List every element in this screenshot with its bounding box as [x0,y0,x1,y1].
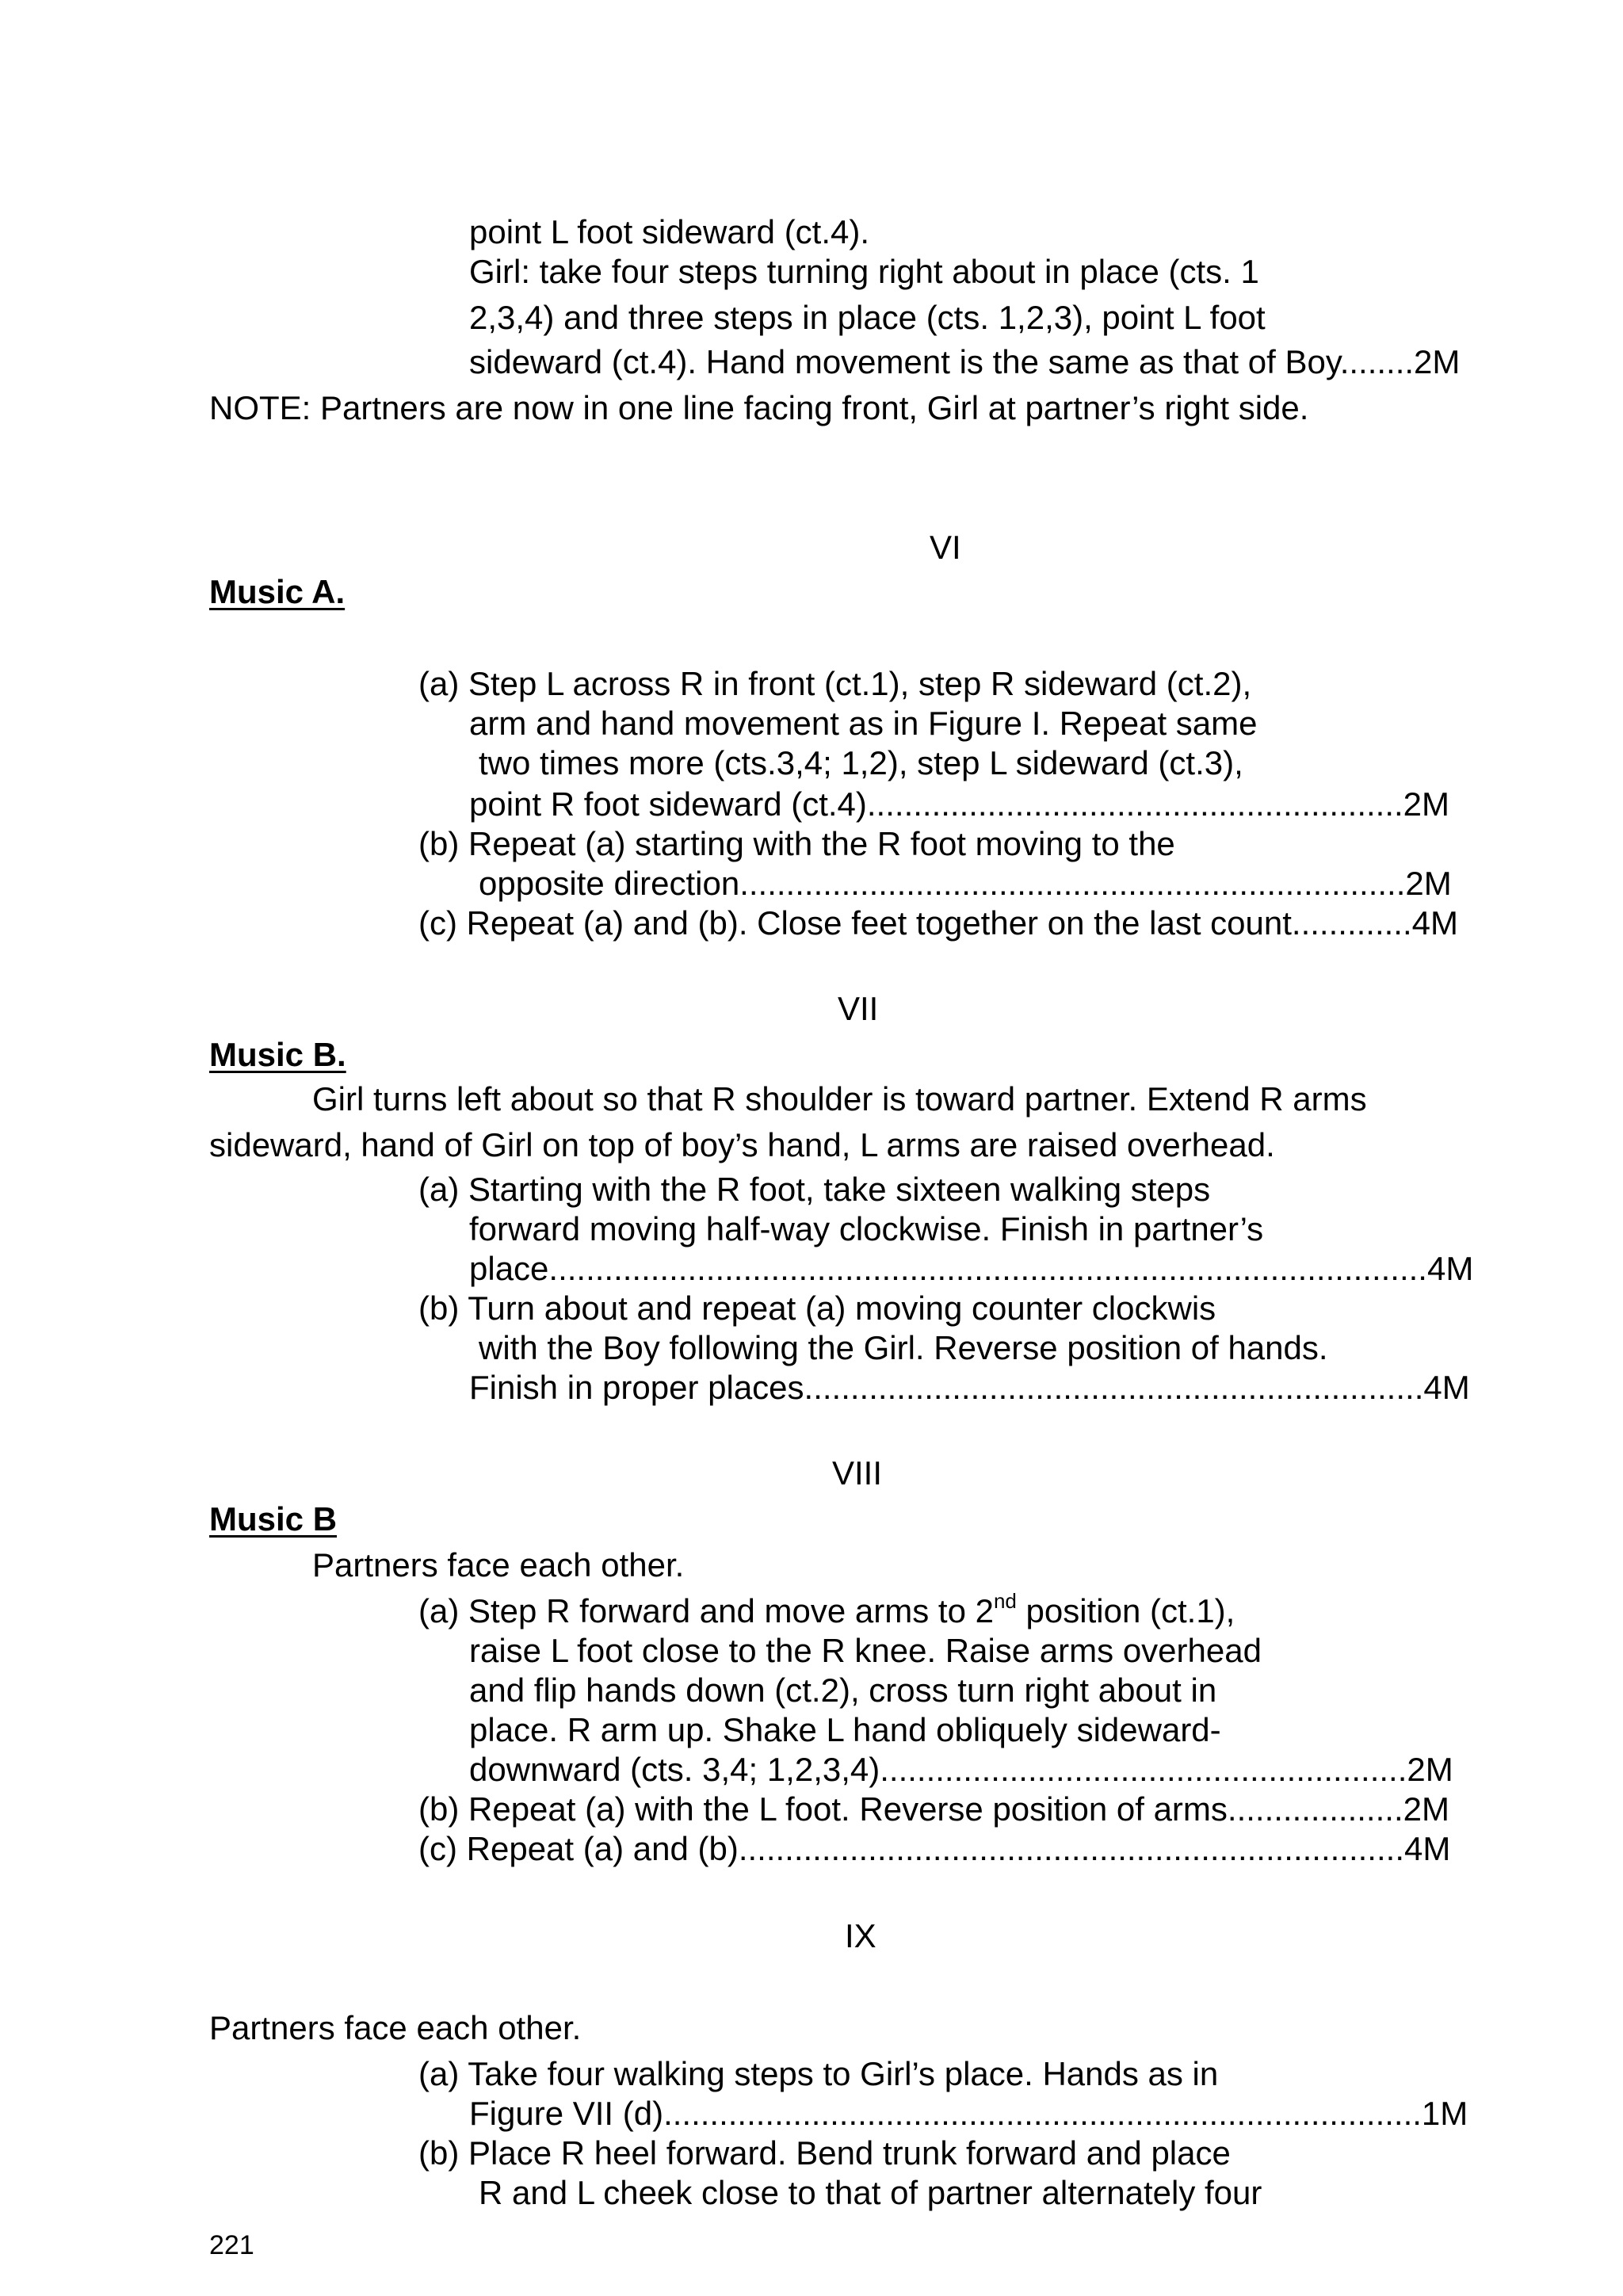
figure-numeral: VI [930,529,961,566]
text-line: (a) Starting with the R foot, take sixteen walking steps [418,1171,1211,1208]
text-line: raise L foot close to the R knee. Raise arms overhead [469,1632,1262,1669]
text-line: R and L cheek close to that of partner alternately four [479,2174,1262,2211]
text-line: (a) Step L across R in front (ct.1), step R sideward (ct.2), [418,665,1252,702]
text-line: (c) Repeat (a) and (b)........................................................................4M [418,1830,1451,1867]
music-heading: Music B. [209,1036,346,1073]
text-line: Girl: take four steps turning right about in place (cts. 1 [469,253,1259,290]
text-line: Partners face each other. [209,2009,582,2046]
text-line: (b) Repeat (a) with the L foot. Reverse position of arms...................2M [418,1790,1449,1828]
text-line: sideward, hand of Girl on top of boy’s hand, L arms are raised overhead. [209,1126,1275,1163]
text-line: (b) Turn about and repeat (a) moving counter clockwis [418,1289,1216,1327]
text-line: two times more (cts.3,4; 1,2), step L sideward (ct.3), [479,744,1243,781]
text-line: (b) Place R heel forward. Bend trunk forward and place [418,2134,1231,2172]
note: NOTE: Partners are now in one line facing front, Girl at partner’s right side. [209,389,1309,426]
text-line: (c) Repeat (a) and (b). Close feet together on the last count.............4M [418,904,1458,942]
text-line: (a) Take four walking steps to Girl’s place. Hands as in [418,2055,1219,2092]
text-line: place...............................................................................................4M [469,1250,1474,1287]
text-line: downward (cts. 3,4; 1,2,3,4).........................................................2M [469,1751,1453,1788]
music-heading: Music B [209,1500,338,1538]
text-line: Figure VII (d)..................................................................................1M [469,2095,1468,2132]
superscript: nd [993,1589,1017,1613]
page-number: 221 [209,2230,254,2260]
text-line: 2,3,4) and three steps in place (cts. 1,2,3), point L foot [469,299,1266,336]
figure-numeral: IX [845,1917,876,1954]
text-line-with-superscript [418,1589,1235,1629]
figure-numeral: VII [838,990,879,1027]
text-line: point R foot sideward (ct.4)..........................................................2M [469,785,1450,823]
music-heading: Music A. [209,573,346,610]
text-line: Girl turns left about so that R shoulder is toward partner. Extend R arms [312,1080,1367,1117]
text-line: arm and hand movement as in Figure I. Repeat same [469,705,1258,742]
text-fragment: (a) Step R forward and move arms to 2 [418,1592,994,1629]
text-line: and flip hands down (ct.2), cross turn right about in [469,1671,1217,1709]
text-line: Finish in proper places...................................................................4M [469,1369,1470,1406]
text-line: point L foot sideward (ct.4). [469,213,870,250]
text-line: opposite direction........................................................................2M [479,865,1452,902]
text-fragment: position (ct.1), [1016,1592,1235,1629]
text-line: sideward (ct.4). Hand movement is the same as that of Boy........2M [469,343,1461,380]
text-line: with the Boy following the Girl. Reverse position of hands. [479,1329,1328,1366]
text-line: forward moving half-way clockwise. Finish in partner’s [469,1210,1264,1247]
text-line: Partners face each other. [312,1546,685,1584]
text-line: (b) Repeat (a) starting with the R foot moving to the [418,825,1175,862]
text-line: place. R arm up. Shake L hand obliquely sideward- [469,1711,1221,1748]
figure-numeral: VIII [832,1454,883,1492]
